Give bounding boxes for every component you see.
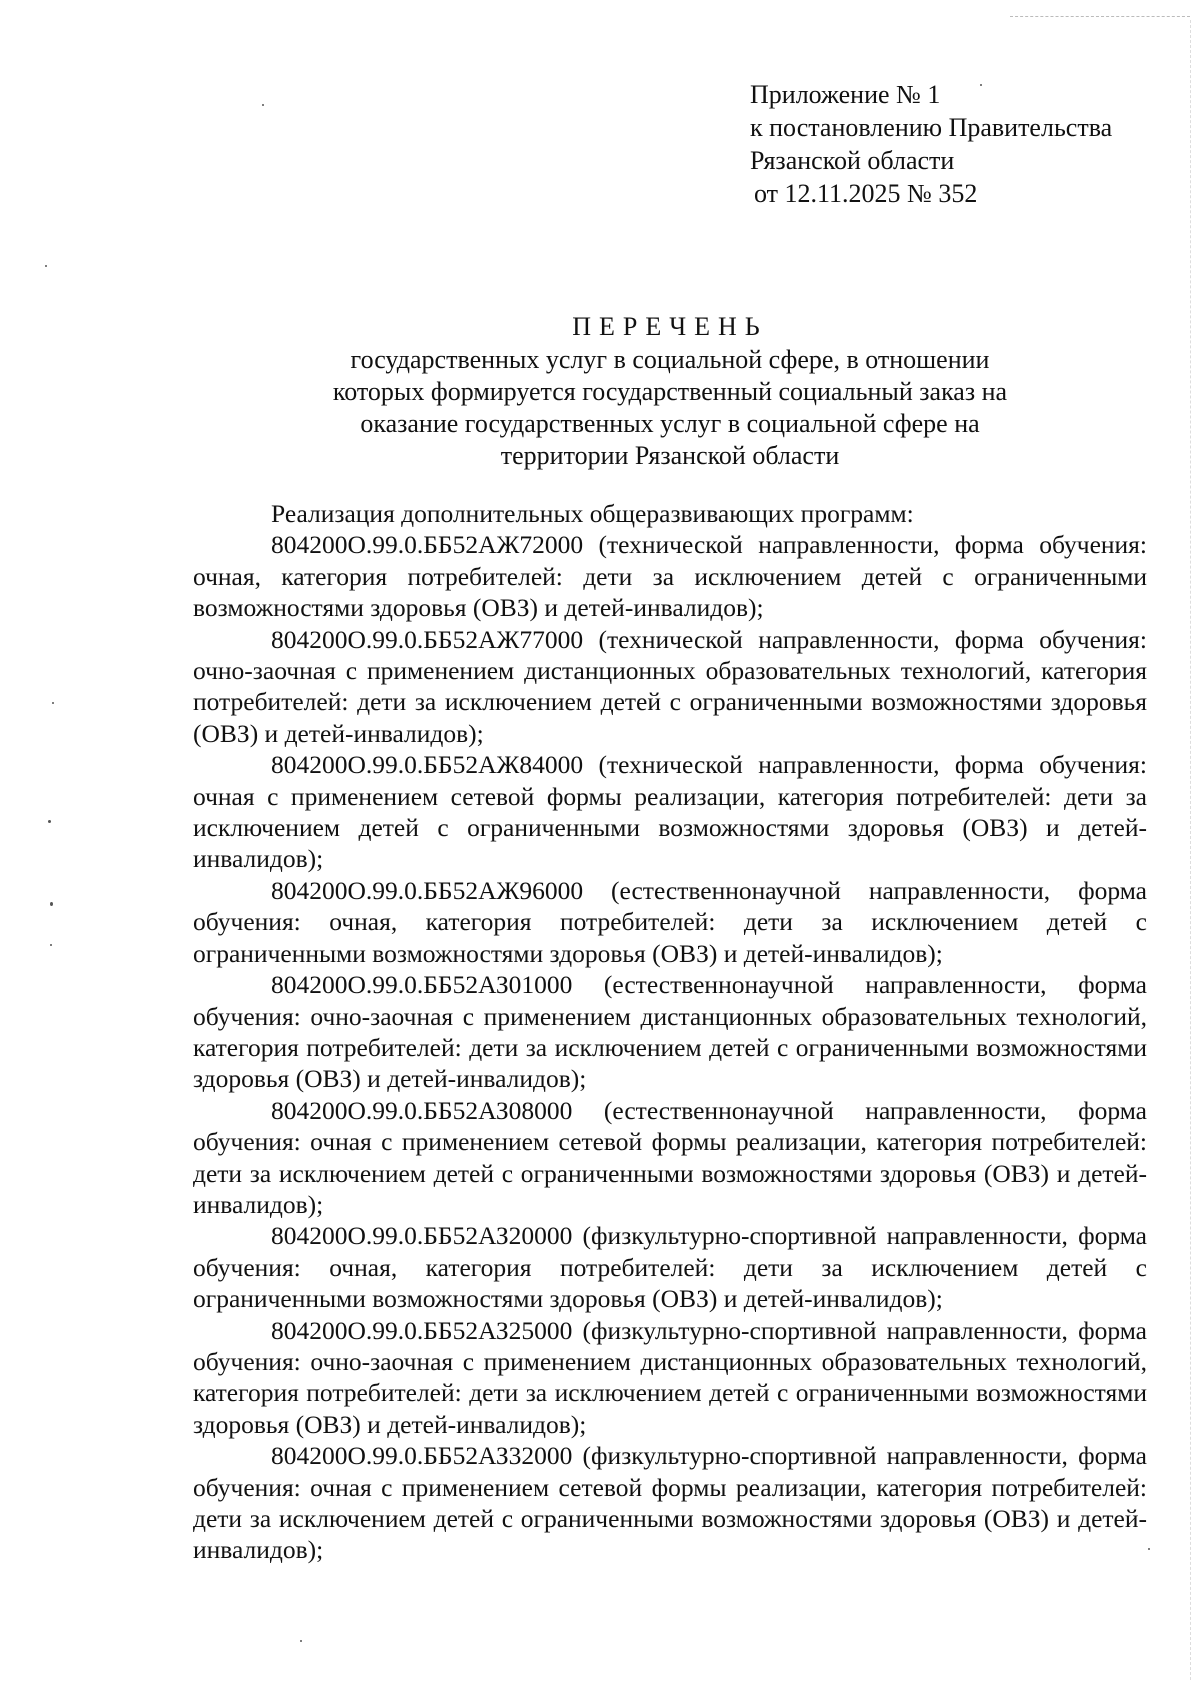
service-item: 804200О.99.0.ББ52АЖ96000 (естественнонаучной направленности, форма обучения: очная, категория потребителей: дети за исключением детей с ограниченными возможностями здоровья (ОВЗ) и детей-инвалидов); <box>193 875 1147 968</box>
annex-region: Рязанской области <box>750 146 955 175</box>
scan-edge-right <box>1190 20 1191 1680</box>
annex-date: от 12.11.2025 № 352 <box>754 179 978 208</box>
service-item: 804200О.99.0.ББ52АЗ20000 (физкультурно-спортивной направленности, форма обучения: очная, категория потребителей: дети за исключением детей с ограниченными возможностями здоровья (ОВЗ) и детей-инвалидов); <box>193 1221 1147 1314</box>
annex-block <box>750 78 1170 210</box>
scan-speck <box>300 1640 302 1642</box>
service-item: 804200О.99.0.ББ52АЖ72000 (технической направленности, форма обучения: очная, категория потребителей: дети за исключением детей с ограниченными возможностями здоровья (ОВЗ) и детей-инвалидов); <box>193 530 1147 623</box>
scan-speck <box>48 820 51 823</box>
scan-speck <box>50 944 52 946</box>
heading-block <box>190 310 1150 472</box>
service-item: 804200О.99.0.ББ52АЖ77000 (технической направленности, форма обучения: очно-заочная с применением дистанционных образовательных технологий, категория потребителей: дети за исключением детей с ограниченными возможностями здоровья (ОВЗ) и детей-инвалидов); <box>193 624 1147 748</box>
scan-speck <box>262 104 264 106</box>
scan-edge-top <box>1010 16 1190 17</box>
service-item: 804200О.99.0.ББ52АЖ84000 (технической направленности, форма обучения: очная с применением сетевой формы реализации, категория потребителей: дети за исключением детей с ограниченными возможностями здоровья (ОВЗ) и детей-инвалидов); <box>193 750 1147 874</box>
annex-reference: к постановлению Правительства <box>750 113 1113 142</box>
intro-paragraph: Реализация дополнительных общеразвивающих программ: <box>271 499 914 528</box>
document-subtitle: государственных услуг в социальной сфере, в отношении которых формируется государственный социальный заказ на оказание государственных услуг в социальной сфере на территории Рязанской области <box>332 345 1008 470</box>
service-item: 804200О.99.0.ББ52АЗ32000 (физкультурно-спортивной направленности, форма обучения: очная с применением сетевой формы реализации, категория потребителей: дети за исключением детей с ограниченными возможностями здоровья (ОВЗ) и детей-инвалидов); <box>193 1441 1147 1565</box>
scan-speck <box>1148 1548 1150 1550</box>
scan-speck <box>980 84 982 86</box>
scan-speck <box>45 265 47 267</box>
scan-speck <box>52 702 54 704</box>
document-body <box>193 498 1147 1566</box>
scan-speck <box>50 902 53 906</box>
annex-number: Приложение № 1 <box>750 80 941 109</box>
service-item: 804200О.99.0.ББ52АЗ08000 (естественнонаучной направленности, форма обучения: очная с применением сетевой формы реализации, категория потребителей: дети за исключением детей с ограниченными возможностями здоровья (ОВЗ) и детей-инвалидов); <box>193 1095 1147 1219</box>
service-item: 804200О.99.0.ББ52АЗ25000 (физкультурно-спортивной направленности, форма обучения: очно-заочная с применением дистанционных образовательных технологий, категория потребителей: дети за исключением детей с ограниченными возможностями здоровья (ОВЗ) и детей-инвалидов); <box>193 1315 1147 1439</box>
service-item: 804200О.99.0.ББ52АЗ01000 (естественнонаучной направленности, форма обучения: очно-заочная с применением дистанционных образовательных технологий, категория потребителей: дети за исключением детей с ограниченными возможностями здоровья (ОВЗ) и детей-инвалидов); <box>193 970 1147 1094</box>
document-title: ПЕРЕЧЕНЬ <box>572 312 768 341</box>
